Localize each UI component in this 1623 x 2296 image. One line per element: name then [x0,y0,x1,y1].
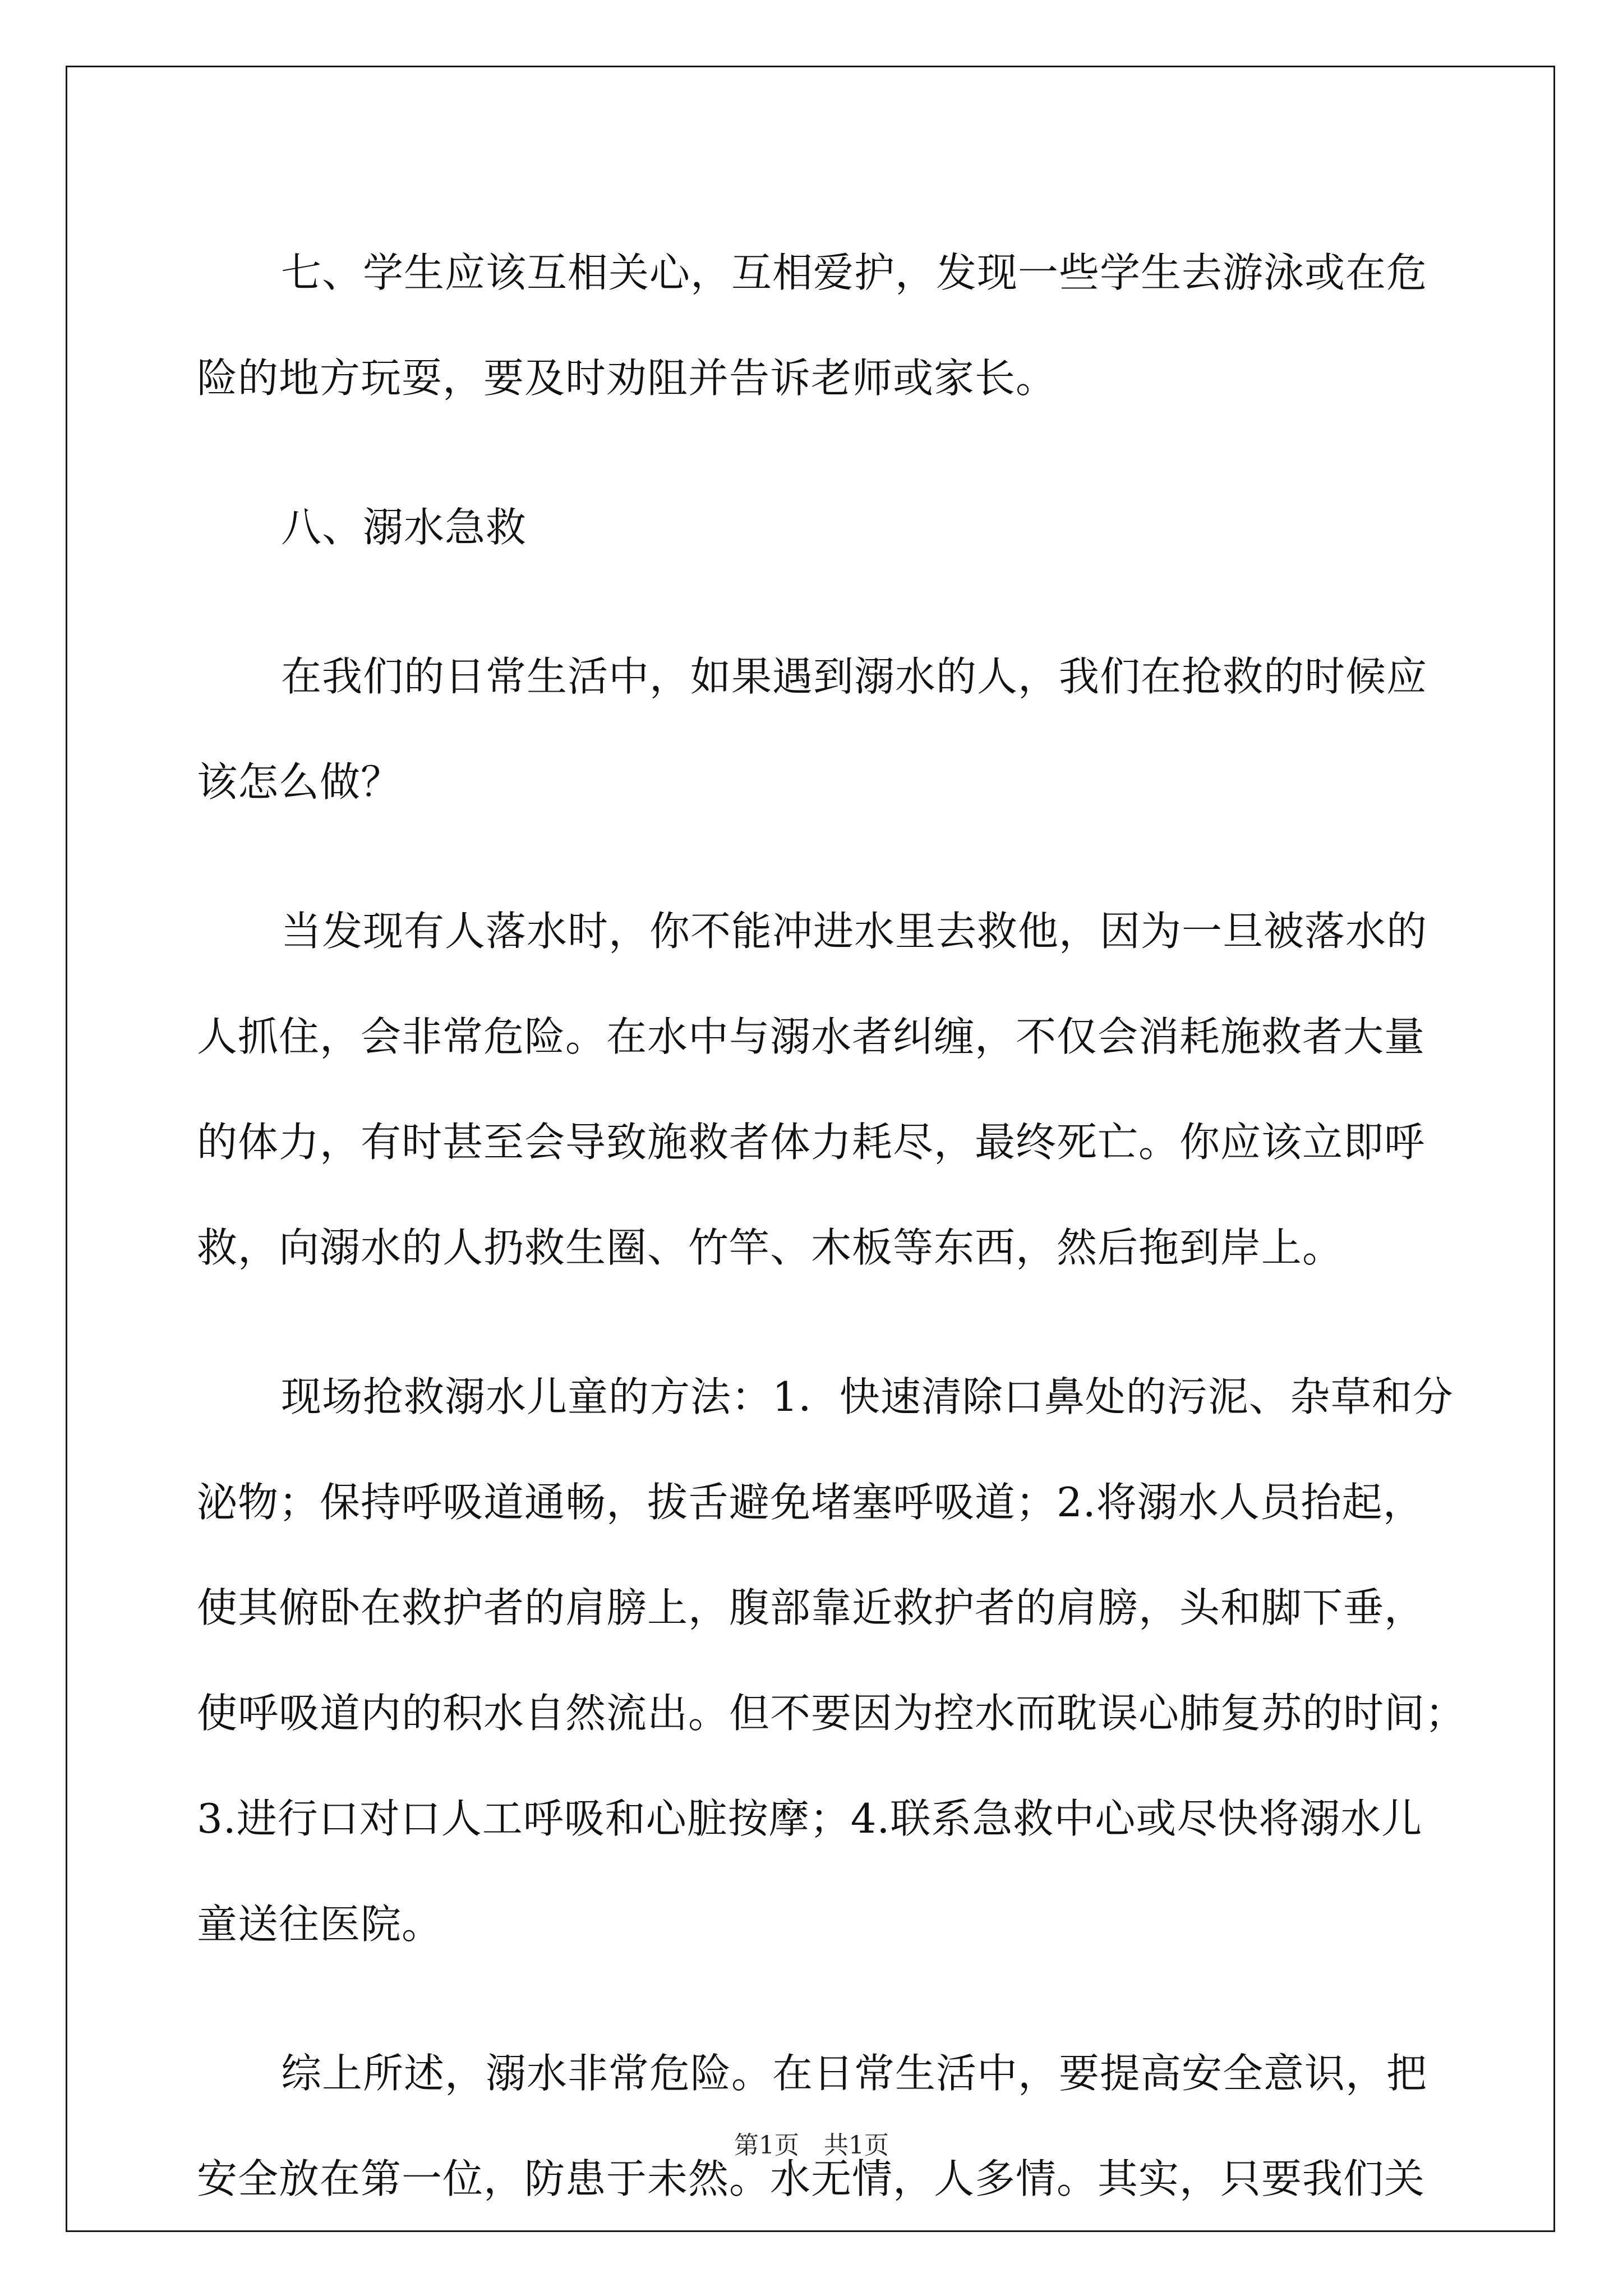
paragraph-someone-in-water [197,878,1431,1300]
text-line: 救，向溺水的人扔救生圈、竹竿、木板等东西，然后拖到岸上。 [197,1224,1344,1271]
section-heading-drowning-rescue [197,475,1431,580]
paragraph-conclusion [197,2021,1431,2231]
text-line: 八、溺水急救 [281,504,527,551]
text-line: 险的地方玩耍，要及时劝阻并告诉老师或家长。 [197,355,1057,402]
text-line: 七、学生应该互相关心，互相爱护，发现一些学生去游泳或在危 [281,249,1428,296]
text-line: 综上所述，溺水非常危险。在日常生活中，要提高安全意识，把 [281,2050,1428,2097]
text-line: 安全放在第一位，防患于未然。水无情，人多情。其实，只要我们关 [197,2155,1426,2202]
text-line: 使呼吸道内的积水自然流出。但不要因为控水而耽误心肺复苏的时间； [197,1690,1467,1737]
text-line: 现场抢救溺水儿童的方法：1．快速清除口鼻处的污泥、杂草和分 [281,1373,1454,1420]
text-line: 泌物；保持呼吸道通畅，拔舌避免堵塞呼吸道；2.将溺水人员抬起， [197,1479,1424,1526]
text-line: 使其俯卧在救护者的肩膀上，腹部靠近救护者的肩膀，头和脚下垂， [197,1584,1426,1631]
document-body [197,220,1467,2275]
paragraph-student-care [197,220,1431,431]
text-line: 该怎么做？ [197,758,402,806]
paragraph-rescue-methods [197,1344,1467,1977]
text-line: 的体力，有时甚至会导致施救者体力耗尽，最终死亡。你应该立即呼 [197,1119,1426,1166]
paragraph-rescue-question [197,624,1431,835]
page-number-footer: 第1页 共1页 [734,2131,889,2160]
text-line: 童送往医院。 [197,1901,443,1948]
text-line: 3.进行口对口人工呼吸和心脏按摩；4.联系急救中心或尽快将溺水儿 [197,1795,1423,1842]
text-line: 人抓住，会非常危险。在水中与溺水者纠缠，不仅会消耗施救者大量 [197,1013,1426,1060]
text-line: 当发现有人落水时，你不能冲进水里去救他，因为一旦被落水的 [281,908,1428,955]
text-line: 在我们的日常生活中，如果遇到溺水的人，我们在抢救的时候应 [281,653,1428,700]
